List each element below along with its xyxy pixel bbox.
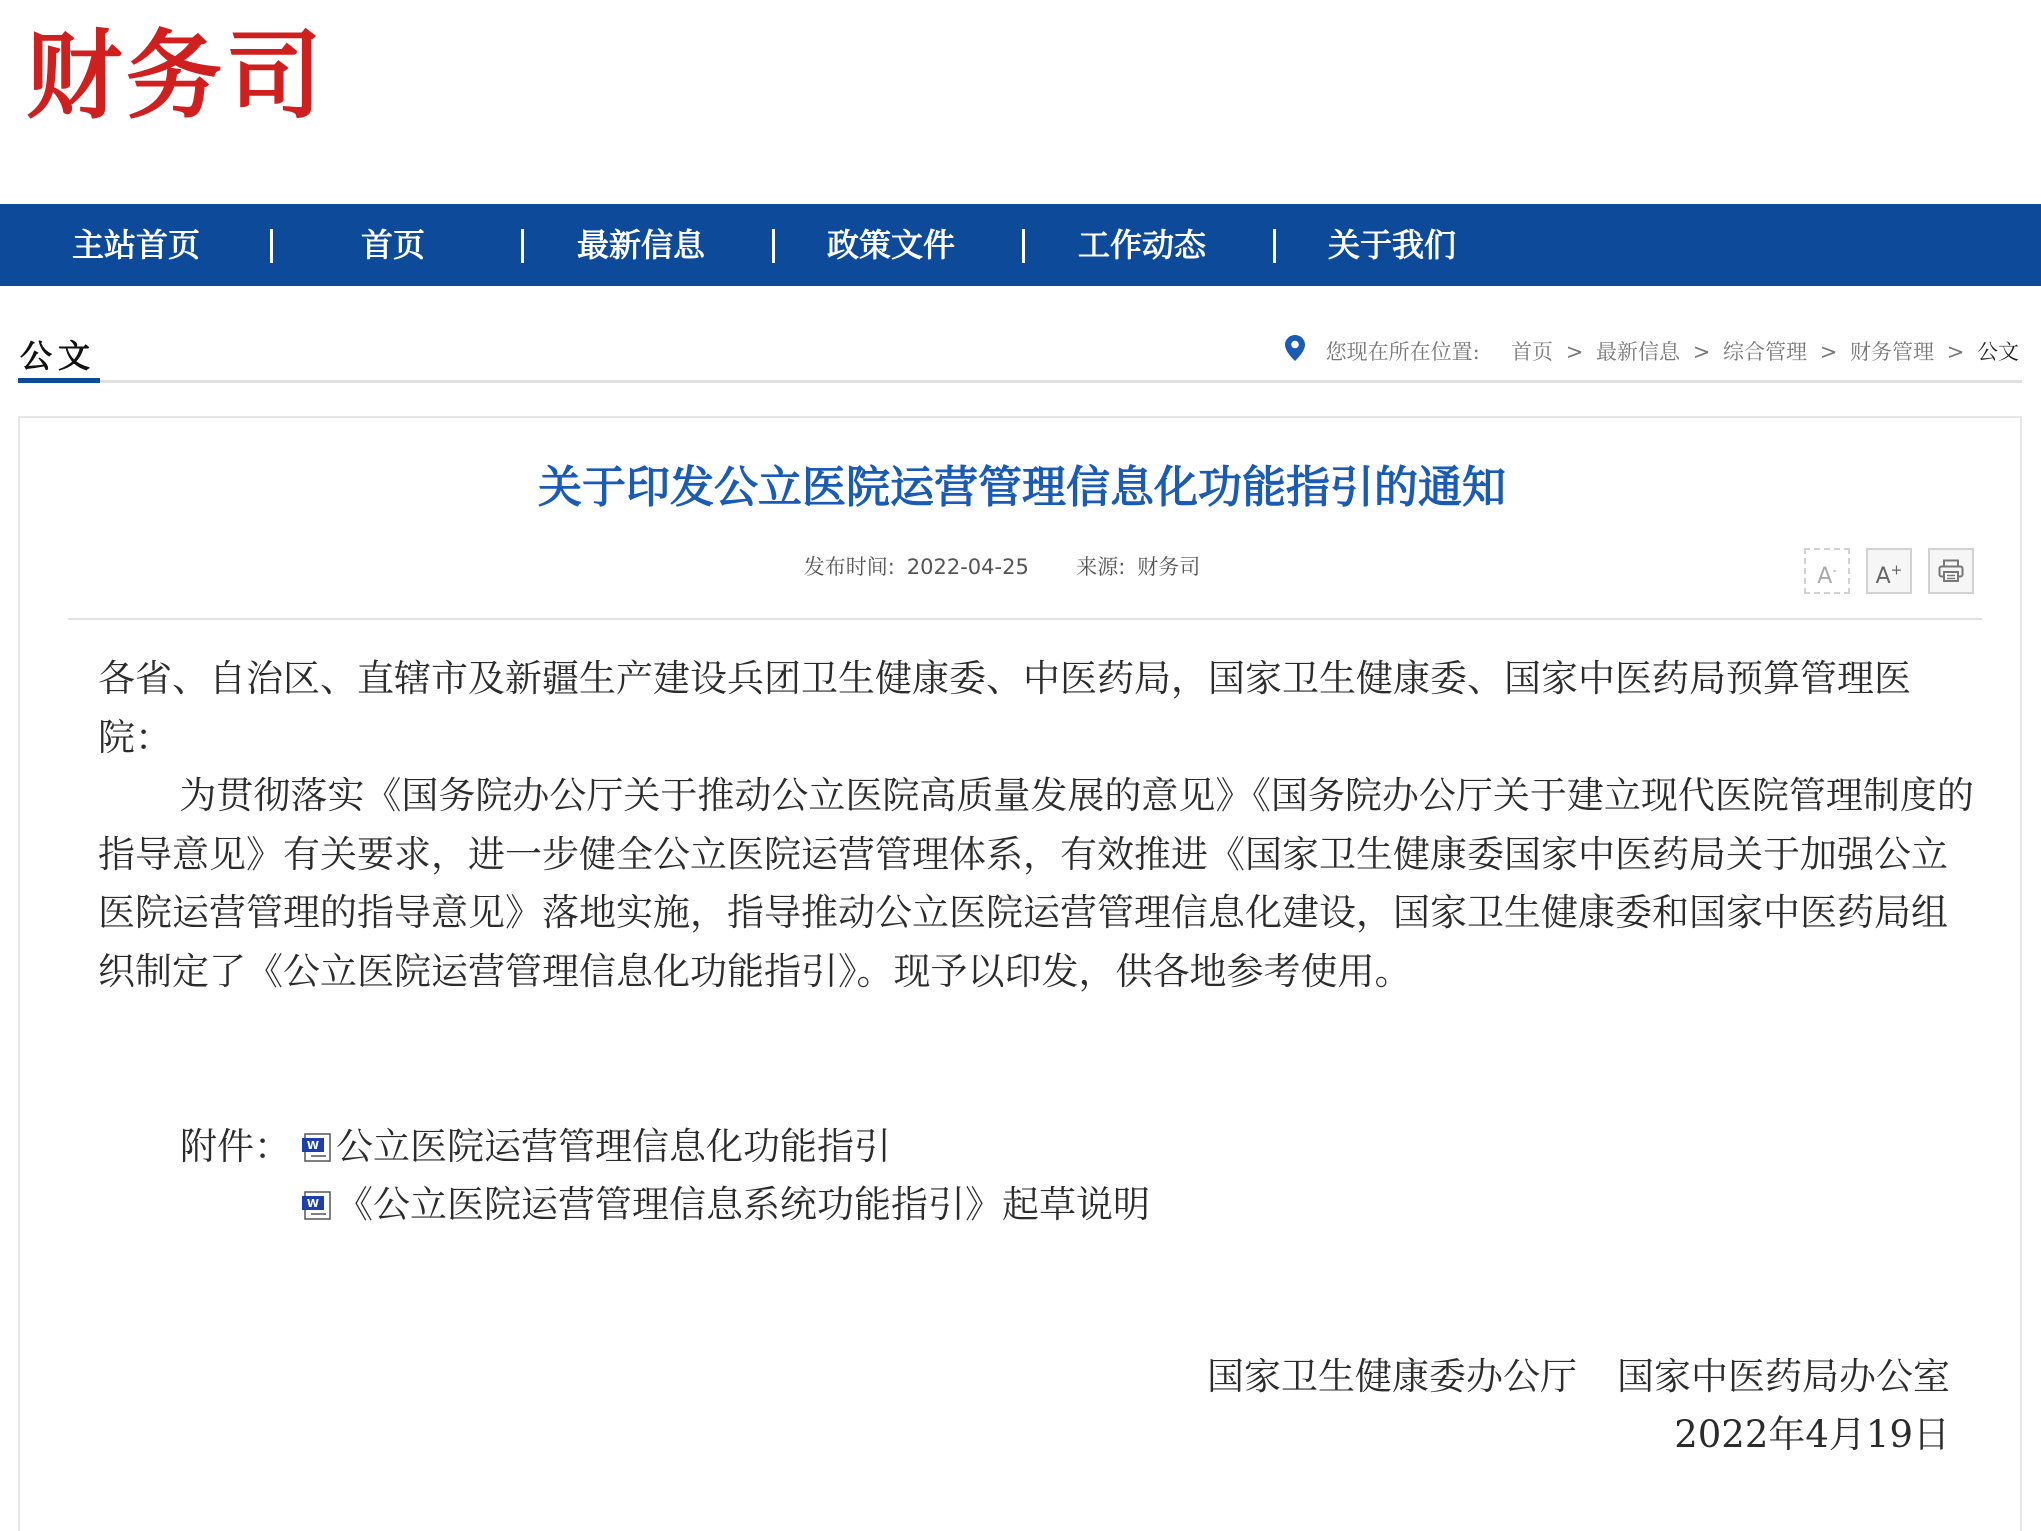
font-increase-button[interactable]: [1866, 548, 1912, 594]
signatory-1: 国家卫生健康委办公厅: [1207, 1355, 1577, 1398]
section-divider: [18, 380, 2022, 383]
location-pin-icon: [1285, 335, 1305, 372]
signatory-2: 国家中医药局办公室: [1617, 1355, 1950, 1398]
nav-separator: [1273, 229, 1276, 263]
article-title: 关于印发公立医院运营管理信息化功能指引的通知: [538, 462, 1506, 513]
article-meta: [20, 552, 2024, 582]
source-label: 来源:: [1076, 555, 1126, 579]
breadcrumb-current: 公文: [1977, 340, 2019, 364]
section-title: 公文: [20, 337, 97, 375]
breadcrumb-link-general-admin[interactable]: 综合管理: [1723, 340, 1808, 364]
breadcrumb-separator: >: [1819, 340, 1838, 364]
attachment-title-2: 《公立医院运营管理信息系统功能指引》起草说明: [336, 1183, 1150, 1226]
body-paragraph: 为贯彻落实《国务院办公厅关于推动公立医院高质量发展的意见》《国务院办公厅关于建立现代医院管理制度的指导意见》有关要求，进一步健全公立医院运营管理体系，有效推进《国家卫生健康委国家中医药局关于加强公立医院运营管理的指导意见》落地实施，指导推动公立医院运营管理信息化建设，国家卫生健康委和国家中医药局组织制定了《公立医院运营管理信息化功能指引》。现予以印发，供各地参考使用。: [98, 774, 1974, 993]
publish-date: 2022-04-25: [906, 555, 1029, 579]
nav-item-latest-info[interactable]: 最新信息: [577, 226, 706, 264]
printer-icon: [1930, 550, 1972, 587]
breadcrumb-prefix: 您现在所在位置:: [1325, 340, 1480, 364]
meta-divider: [68, 618, 1982, 620]
nav-item-home[interactable]: 首页: [361, 226, 426, 264]
word-document-icon: [302, 1180, 334, 1210]
attachment-title-1: 公立医院运营管理信息化功能指引: [336, 1125, 891, 1168]
section-title-underline: [18, 378, 100, 383]
attachments-label: 附件：: [180, 1125, 291, 1168]
nav-item-work-updates[interactable]: 工作动态: [1078, 226, 1207, 264]
sign-date: 2022年4月19日: [1674, 1413, 1950, 1456]
breadcrumb-link-latest-info[interactable]: 最新信息: [1596, 340, 1681, 364]
attachment-link-2[interactable]: [302, 1176, 1150, 1234]
nav-separator: [270, 229, 273, 263]
attachment-link-1[interactable]: [302, 1118, 891, 1176]
publish-date-label: 发布时间:: [803, 555, 895, 579]
nav-separator: [772, 229, 775, 263]
word-document-icon: [302, 1122, 334, 1152]
site-header: [0, 0, 2041, 204]
nav-item-about-us[interactable]: 关于我们: [1328, 226, 1457, 264]
breadcrumb-link-home[interactable]: 首页: [1511, 340, 1554, 364]
breadcrumb: [1285, 334, 2019, 370]
font-increase-icon: A+: [1875, 563, 1903, 590]
breadcrumb-separator: >: [1565, 340, 1584, 364]
signature-block: [1207, 1348, 1950, 1464]
breadcrumb-link-finance-admin[interactable]: 财务管理: [1850, 340, 1935, 364]
nav-separator: [1022, 229, 1025, 263]
print-button[interactable]: [1928, 548, 1974, 594]
article-body: [98, 650, 1974, 1001]
article-container: [18, 416, 2022, 1531]
source-value: 财务司: [1137, 555, 1201, 579]
svg-text:W: W: [306, 1139, 320, 1152]
signatories-line: [1207, 1348, 1950, 1406]
font-decrease-button[interactable]: [1804, 548, 1850, 594]
breadcrumb-separator: >: [1692, 340, 1711, 364]
font-decrease-icon: A-: [1817, 564, 1837, 590]
nav-item-main-site-home[interactable]: 主站首页: [72, 226, 201, 264]
breadcrumb-separator: >: [1946, 340, 1965, 364]
site-logo[interactable]: 财务司: [26, 20, 326, 132]
nav-separator: [521, 229, 524, 263]
main-nav: [0, 204, 2041, 286]
salutation: 各省、自治区、直辖市及新疆生产建设兵团卫生健康委、中医药局，国家卫生健康委、国家中医药局预算管理医院：: [98, 657, 1911, 759]
svg-text:W: W: [306, 1197, 320, 1210]
article-tools: [1804, 548, 1974, 594]
nav-item-policy-documents[interactable]: 政策文件: [827, 226, 956, 264]
